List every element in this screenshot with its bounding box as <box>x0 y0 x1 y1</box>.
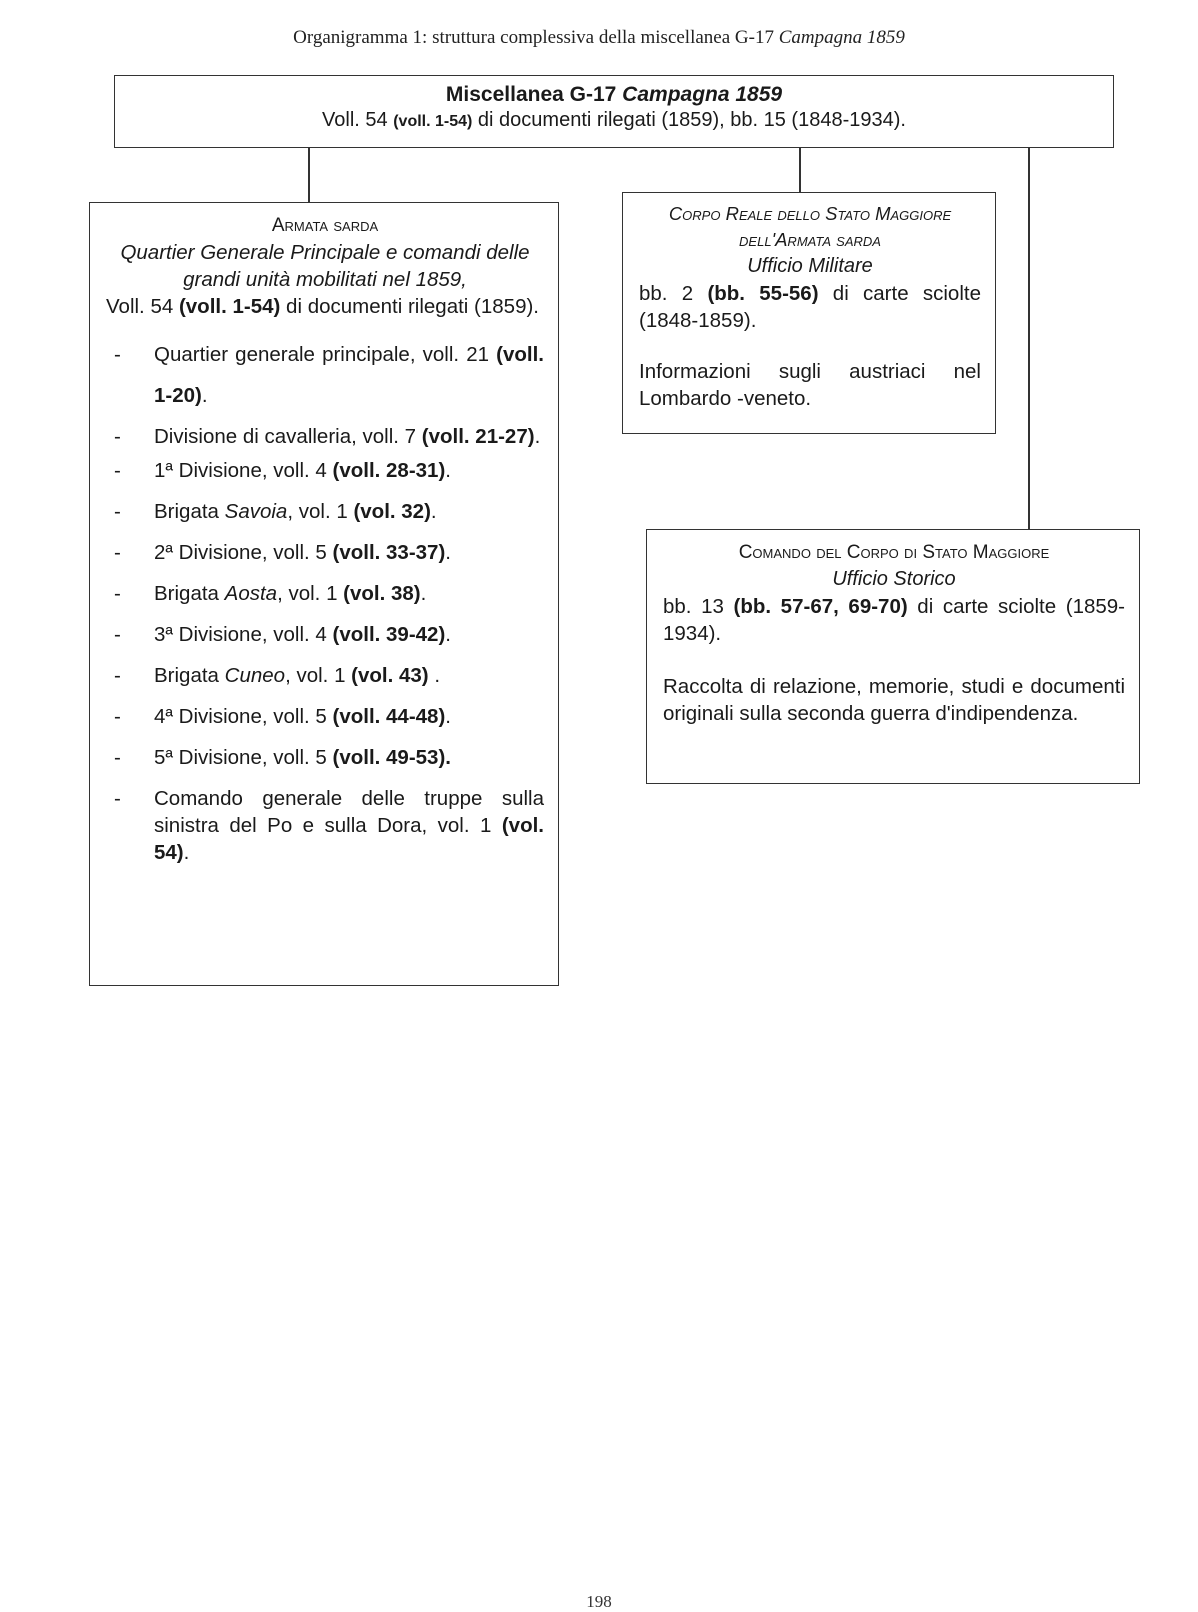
node-corpo-reale-stato-maggiore <box>622 192 996 434</box>
armata-item-pre: 2ª Divisione, voll. 5 <box>154 541 333 564</box>
armata-item-bold: (voll. 49-53). <box>332 746 451 769</box>
root-desc-bold: (voll. 1-54) <box>393 113 473 130</box>
armata-item-bold: (vol. 38) <box>343 582 421 605</box>
armata-item-bold: (vol. 43) <box>351 664 429 687</box>
armata-desc-post: di documenti rilegati (1859). <box>280 295 540 318</box>
armata-item-post: . <box>534 425 541 448</box>
armata-item-pre: Quartier generale principale, voll. 21 <box>154 343 497 366</box>
armata-item-post: . <box>445 623 451 646</box>
armata-item-post: . <box>445 541 451 564</box>
connector-root-armata <box>308 148 310 202</box>
armata-item-post: . <box>445 459 451 482</box>
armata-desc-pre: Voll. 54 <box>106 295 179 318</box>
comando-office: Ufficio Storico <box>832 568 956 590</box>
armata-item-pre: 4ª Divisione, voll. 5 <box>154 705 333 728</box>
armata-item-bold: (voll. 21-27) <box>421 425 535 448</box>
armata-list-item <box>154 539 544 566</box>
diagram-caption <box>0 27 1198 49</box>
armata-item-it: Aosta <box>224 582 278 605</box>
armata-list-item <box>154 662 544 689</box>
armata-item-bold: (voll. 28-31) <box>332 459 446 482</box>
armata-item-post: . <box>201 384 208 407</box>
corpo-heading: Corpo Reale dello Stato Maggiore dell'Armata sarda <box>668 203 952 250</box>
comando-desc-post: di carte sciolte (1859-1934). <box>663 595 1125 645</box>
armata-item-pre: Brigata <box>154 582 225 605</box>
armata-heading: Armata sarda <box>271 215 379 236</box>
armata-desc-bold: (voll. 1-54) <box>178 295 281 318</box>
root-title-text: Miscellanea G-17 <box>445 83 623 106</box>
comando-description <box>663 593 1125 647</box>
armata-item-it: Savoia <box>224 500 288 523</box>
armata-item-bold: (voll. 33-37) <box>332 541 446 564</box>
corpo-desc-post: di carte sciolte (1848-1859). <box>639 282 981 332</box>
corpo-desc-bold: (bb. 55-56) <box>707 282 819 305</box>
armata-item-post: . <box>428 664 441 687</box>
root-title-italic: Campagna 1859 <box>622 83 783 106</box>
armata-list-item <box>154 785 544 866</box>
armata-list-item <box>154 334 544 416</box>
armata-list-item <box>154 580 544 607</box>
armata-unit-list <box>106 334 544 866</box>
armata-item-pre: 3ª Divisione, voll. 4 <box>154 623 333 646</box>
comando-desc-bold: (bb. 57-67, 69-70) <box>733 595 908 618</box>
comando-heading: Comando del Corpo di Stato Maggiore <box>738 542 1050 563</box>
armata-item-post: . <box>430 500 437 523</box>
root-title <box>115 83 1113 107</box>
armata-item-it: Cuneo <box>224 664 286 687</box>
root-desc-post: di documenti rilegati (1859), bb. 15 (1848-1934). <box>472 109 906 131</box>
caption-text: Organigramma 1: struttura complessiva della miscellanea G-17 <box>293 27 779 48</box>
armata-list-item <box>154 457 544 484</box>
root-node-miscellanea <box>114 75 1114 148</box>
armata-item-pre: Brigata <box>154 500 225 523</box>
root-desc-pre: Voll. 54 <box>322 109 394 131</box>
corpo-office: Ufficio Militare <box>747 255 873 277</box>
armata-list-item <box>154 621 544 648</box>
armata-item-post: . <box>420 582 427 605</box>
armata-item-bold: (voll. 1-20) <box>154 343 544 407</box>
armata-item-mid: , vol. 1 <box>277 582 344 605</box>
armata-item-bold: (vol. 54) <box>154 814 544 864</box>
corpo-description <box>639 280 981 334</box>
armata-list-item <box>154 498 544 525</box>
page-number: 198 <box>586 1592 612 1611</box>
armata-list-item <box>154 703 544 730</box>
armata-item-pre: 5ª Divisione, voll. 5 <box>154 746 333 769</box>
corpo-note: Informazioni sugli austriaci nel Lombardo -veneto. <box>639 360 981 410</box>
connector-root-comando <box>1028 148 1030 529</box>
armata-item-bold: (vol. 32) <box>353 500 431 523</box>
armata-item-post: . <box>445 705 451 728</box>
armata-item-mid: , vol. 1 <box>287 500 354 523</box>
armata-item-pre: Divisione di cavalleria, voll. 7 <box>154 425 422 448</box>
armata-item-mid: , vol. 1 <box>285 664 352 687</box>
armata-italic-desc: Quartier Generale Principale e comandi delle grandi unità mobilitati nel 1859, <box>120 241 530 291</box>
armata-list-item <box>154 744 544 771</box>
armata-item-bold: (voll. 44-48) <box>332 705 446 728</box>
corpo-desc-pre: bb. 2 <box>639 282 708 305</box>
armata-item-pre: Comando generale delle truppe sulla sinistra del Po e sulla Dora, vol. 1 <box>154 787 544 837</box>
armata-description <box>106 293 544 320</box>
root-description <box>115 109 1113 132</box>
armata-item-pre: 1ª Divisione, voll. 4 <box>154 459 333 482</box>
caption-italic: Campagna 1859 <box>778 27 905 48</box>
armata-list-item <box>154 416 544 457</box>
comando-desc-pre: bb. 13 <box>663 595 734 618</box>
armata-item-bold: (voll. 39-42) <box>332 623 446 646</box>
node-armata-sarda <box>89 202 559 986</box>
node-comando-corpo-stato-maggiore <box>646 529 1140 784</box>
comando-note: Raccolta di relazione, memorie, studi e documenti originali sulla seconda guerra d'indipendenza. <box>663 675 1125 725</box>
armata-item-post: . <box>183 841 190 864</box>
armata-item-pre: Brigata <box>154 664 225 687</box>
connector-root-corpo <box>799 148 801 192</box>
